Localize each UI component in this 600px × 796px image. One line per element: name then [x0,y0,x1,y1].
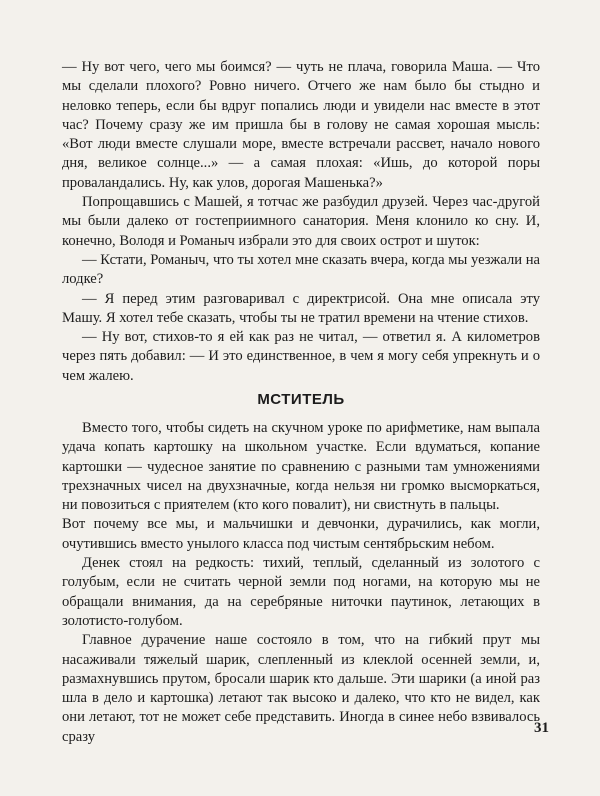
paragraph: — Ну вот, стихов-то я ей как раз не читал, — ответил я. А километров через пять добавил: — И это единственное, в чем я могу себя упрекнуть и о чем жалею. [62,329,540,384]
chapter-title: МСТИТЕЛЬ [257,391,345,408]
paragraph: — Кстати, Романыч, что ты хотел мне сказать вчера, когда мы уезжали на лодке? [62,251,540,288]
paragraph: Попрощавшись с Машей, я тотчас же разбудил друзей. Через час-другой мы были далеко от гостеприимного санатория. Меня клонило ко сну. И, конечно, Володя и Романыч избрали это для своих острот и шуток: [62,194,540,249]
paragraph: — Ну вот чего, чего мы боимся? — чуть не плача, говорила Маша. — Что мы сделали плохого? Ровно ничего. Отчего же нам было бы стыдно и неловко теперь, если бы вдруг попались люди и увидели нас вместе в этот час? Почему сразу же им пришла бы в голову не самая хорошая мысль: «Вот люди вместе слушали море, вместе встречали рассвет, начало нового дня, великое солнце...» — а самая плохая: «Ишь, до которой поры проваландались. Ну, как улов, дорогая Машенька?» [62,59,540,191]
paragraph: — Я перед этим разговаривал с директрисой. Она мне описала эту Машу. Я хотел тебе сказать, чтобы ты не тратил времени на чтение стихов. [62,290,540,326]
text-block-lower [62,419,540,747]
paragraph: Вместо того, чтобы сидеть на скучном уроке по арифметике, нам выпала удача копать картошку на школьном участке. Если вдуматься, копание картошки — чудесное занятие по сравнению с разными там умножениями трехзначных чисел на двухзначные, когда нельзя ни громко высморкаться, ни повозиться с приятелем (кто кого повалит), ни свистнуть в пальцы. [62,420,540,514]
paragraph: Главное дурачение наше состояло в том, что на гибкий прут мы насаживали тяжелый шарик, слепленный из клеклой осенней земли, и, размахнувшись прутом, бросали шарик кто дальше. Эти шарики (а иной раз шла в дело и картошка) летают так высоко и далеко, что кто не видел, как они летают, тот не может себе представить. Иногда в синее небо взвивалось сразу [62,632,540,745]
paragraph: Вот почему все мы, и мальчишки и девчонки, дурачились, как могли, очутившись вместо унылого класса под чистым сентябрьским небом. [62,516,540,552]
page-number: 31 [534,720,549,736]
text-block-upper [62,58,540,386]
paragraph: Денек стоял на редкость: тихий, теплый, сделанный из золотого с голубым, если не считать черной земли под ногами, на которую мы не обращали внимания, да на серебряные ниточки паутинок, летающих в золотисто-голубом. [62,555,540,629]
